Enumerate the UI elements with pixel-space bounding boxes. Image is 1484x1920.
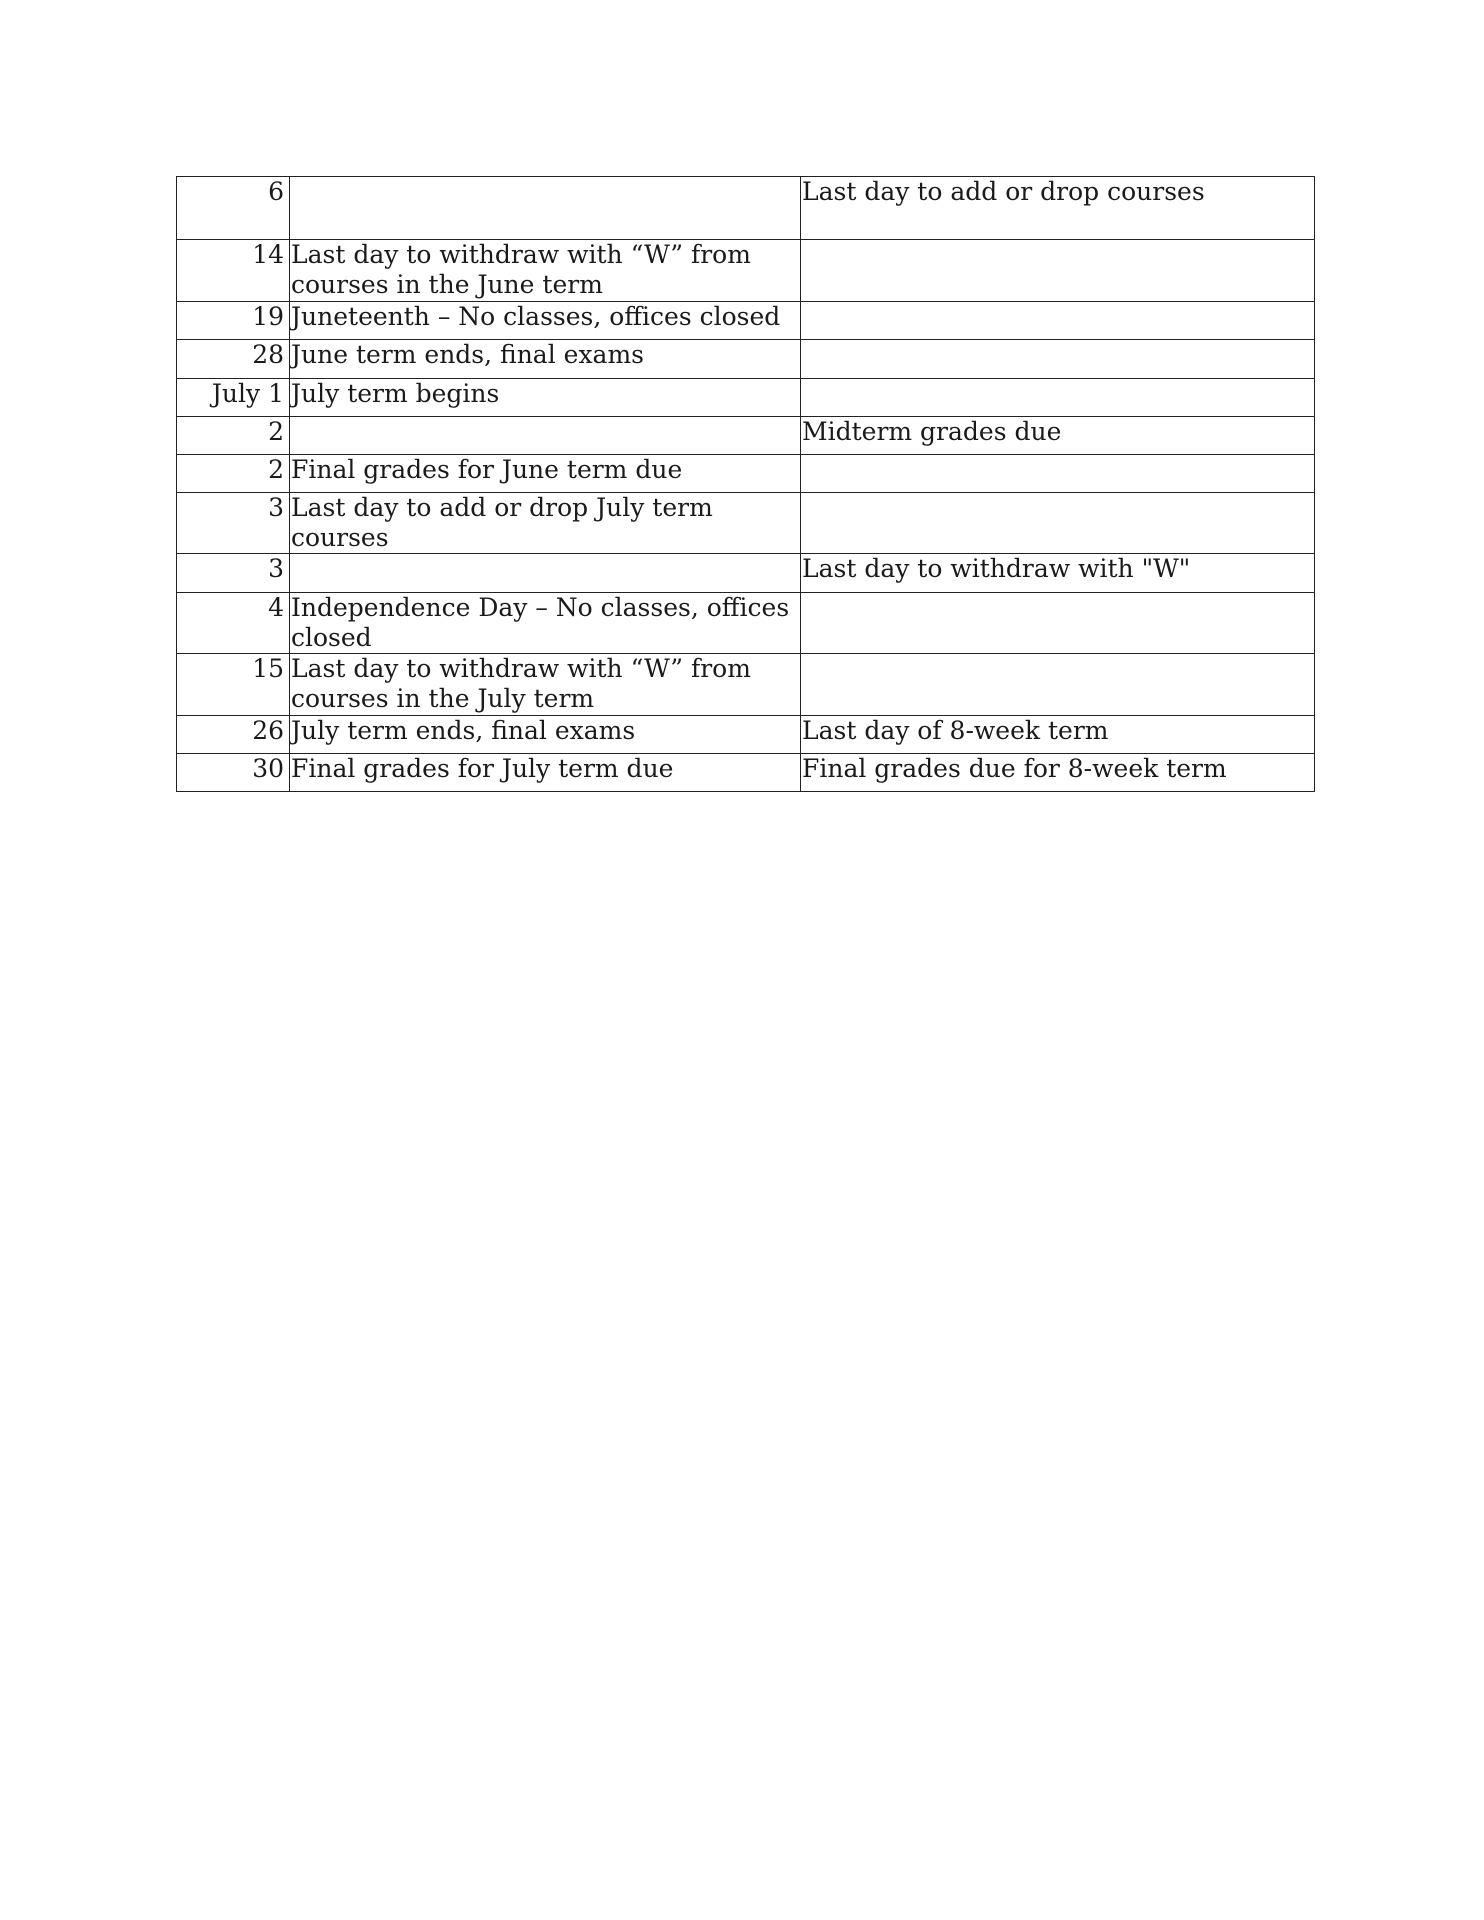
eight-week-event-cell — [801, 302, 1315, 340]
term-event-cell: Last day to add or drop July term courses — [290, 493, 801, 554]
term-event-cell: July term ends, final exams — [290, 716, 801, 754]
eight-week-event-cell — [801, 455, 1315, 493]
table-row — [177, 240, 1315, 302]
term-event-cell: July term begins — [290, 379, 801, 417]
table-row — [177, 754, 1315, 792]
date-cell: 3 — [177, 493, 290, 554]
eight-week-event-cell — [801, 493, 1315, 554]
eight-week-event-cell: Midterm grades due — [801, 417, 1315, 455]
date-cell: 2 — [177, 455, 290, 493]
date-cell: 15 — [177, 654, 290, 716]
eight-week-event-cell: Final grades due for 8-week term — [801, 754, 1315, 792]
table-row — [177, 302, 1315, 340]
table-row — [177, 455, 1315, 493]
date-cell: 6 — [177, 177, 290, 240]
date-cell: 4 — [177, 593, 290, 654]
table-row — [177, 593, 1315, 654]
date-cell: 30 — [177, 754, 290, 792]
date-cell: 2 — [177, 417, 290, 455]
term-event-cell — [290, 554, 801, 593]
table-row — [177, 177, 1315, 240]
table-row — [177, 340, 1315, 379]
eight-week-event-cell: Last day to add or drop courses — [801, 177, 1315, 240]
eight-week-event-cell: Last day of 8-week term — [801, 716, 1315, 754]
eight-week-event-cell — [801, 593, 1315, 654]
date-cell: July 1 — [177, 379, 290, 417]
term-event-cell: Last day to withdraw with “W” from courses in the July term — [290, 654, 801, 716]
term-event-cell — [290, 417, 801, 455]
table-row — [177, 554, 1315, 593]
table-row — [177, 417, 1315, 455]
date-cell: 26 — [177, 716, 290, 754]
term-event-cell: Independence Day – No classes, offices closed — [290, 593, 801, 654]
term-event-cell — [290, 177, 801, 240]
term-event-cell: Final grades for July term due — [290, 754, 801, 792]
eight-week-event-cell: Last day to withdraw with "W" — [801, 554, 1315, 593]
academic-calendar-table — [176, 176, 1315, 792]
eight-week-event-cell — [801, 340, 1315, 379]
eight-week-event-cell — [801, 379, 1315, 417]
table-row — [177, 654, 1315, 716]
date-cell: 19 — [177, 302, 290, 340]
date-cell: 28 — [177, 340, 290, 379]
term-event-cell: June term ends, final exams — [290, 340, 801, 379]
table-row — [177, 493, 1315, 554]
table-row — [177, 379, 1315, 417]
term-event-cell: Last day to withdraw with “W” from courses in the June term — [290, 240, 801, 302]
table-row — [177, 716, 1315, 754]
term-event-cell: Final grades for June term due — [290, 455, 801, 493]
date-cell: 14 — [177, 240, 290, 302]
eight-week-event-cell — [801, 654, 1315, 716]
date-cell: 3 — [177, 554, 290, 593]
eight-week-event-cell — [801, 240, 1315, 302]
term-event-cell: Juneteenth – No classes, offices closed — [290, 302, 801, 340]
